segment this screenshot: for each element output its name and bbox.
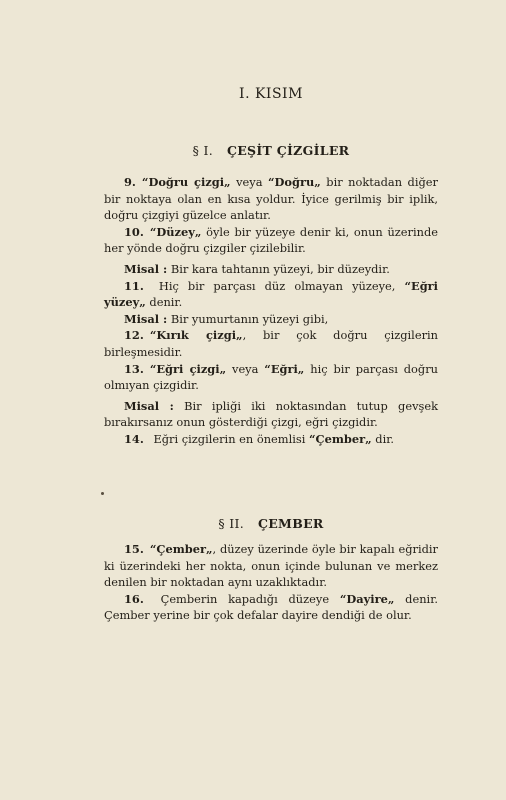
paragraph-text: Çemberin kapadığı düzeye (149, 591, 340, 606)
term: “Eğri yüzey„ (104, 278, 438, 310)
paragraph-text: , düzey üzerinde öyle bir kapalı eğridir ki üzerindeki her nokta, onun içinde bulunan ve merkez denilen bir noktadan aynı uzaklıktadır. (104, 542, 438, 590)
paragraph-15 (104, 541, 438, 591)
example-label: Misal : (124, 398, 174, 413)
paragraph-14 (104, 431, 438, 448)
section-2-body (104, 541, 438, 624)
term: “Doğru„ (267, 175, 321, 189)
term: “Kırık çizgi„ (149, 328, 243, 343)
paragraph-number: 14. (124, 431, 144, 446)
section-1-body (104, 174, 438, 448)
term: “Çember„ (308, 431, 372, 446)
paragraph-text: denir. (145, 295, 183, 310)
paragraph-number: 16. (124, 591, 144, 606)
paragraph-number: 11. (124, 278, 144, 293)
section-mark: § I. (192, 143, 213, 158)
paragraph-text: Hiç bir parçası düz olmayan yüzeye, (149, 278, 405, 293)
paragraph-text: hiç bir parçası doğru olmıyan çizgidir. (104, 361, 438, 393)
example-1 (104, 261, 438, 278)
paragraph-text: denir. Çember yerine bir çok defalar dayire dendiği de olur. (104, 591, 439, 623)
ink-speck (101, 492, 104, 495)
term: “Çember„ (149, 542, 213, 556)
paragraph-text: , bir çok doğru çizgilerin birleşmesidir. (104, 328, 438, 359)
section-title: ÇEMBER (257, 516, 324, 531)
paragraph-number: 9. (124, 175, 136, 189)
paragraph-number: 10. (124, 224, 144, 239)
example-text: Bir yumurtanın yüzeyi gibi, (167, 311, 329, 326)
paragraph-number: 15. (124, 542, 144, 556)
paragraph-text: Eğri çizgilerin en önemlisi (149, 431, 309, 446)
section-heading-2 (104, 516, 438, 531)
term: “Doğru çizgi„ (141, 175, 231, 189)
section-heading-1 (104, 143, 438, 158)
paragraph-text: veya (226, 361, 265, 376)
example-2 (104, 311, 438, 328)
section-title: ÇEŞİT ÇİZGİLER (226, 143, 350, 158)
paragraph-10 (104, 224, 438, 257)
paragraph-text: öyle bir yüzeye denir ki, onun üzerinde her yönde doğru çizgiler çizilebilir. (104, 224, 438, 256)
term: “Eğri çizgi„ (149, 361, 227, 376)
term: “Eğri„ (264, 361, 305, 376)
part-title: I. KISIM (239, 86, 303, 102)
example-label: Misal : (124, 261, 168, 276)
example-label: Misal : (124, 311, 168, 326)
example-text: Bir ipliği iki noktasından tutup gevşek bırakırsanız onun gösterdiği çizgi, eğri çizgidir. (104, 398, 439, 430)
paragraph-text: bir noktadan diğer bir noktaya olan en kısa yoldur. İyice gerilmiş bir iplik, doğru çizgiyi güzelce anlatır. (104, 175, 438, 223)
paragraph-12 (104, 327, 438, 360)
paragraph-9 (104, 174, 438, 224)
paragraph-13 (104, 361, 438, 394)
paragraph-number: 13. (124, 361, 144, 376)
paragraph-text: dir. (371, 431, 395, 446)
paragraph-16 (104, 591, 438, 624)
paragraph-11 (104, 278, 438, 311)
paragraph-text: veya (230, 175, 268, 189)
paragraph-number: 12. (124, 328, 144, 343)
example-text: Bir kara tahtanın yüzeyi, bir düzeydir. (167, 261, 390, 276)
term: “Düzey„ (149, 224, 202, 239)
example-3 (104, 398, 438, 431)
section-mark: § II. (218, 516, 244, 531)
term: “Dayire„ (339, 591, 395, 606)
